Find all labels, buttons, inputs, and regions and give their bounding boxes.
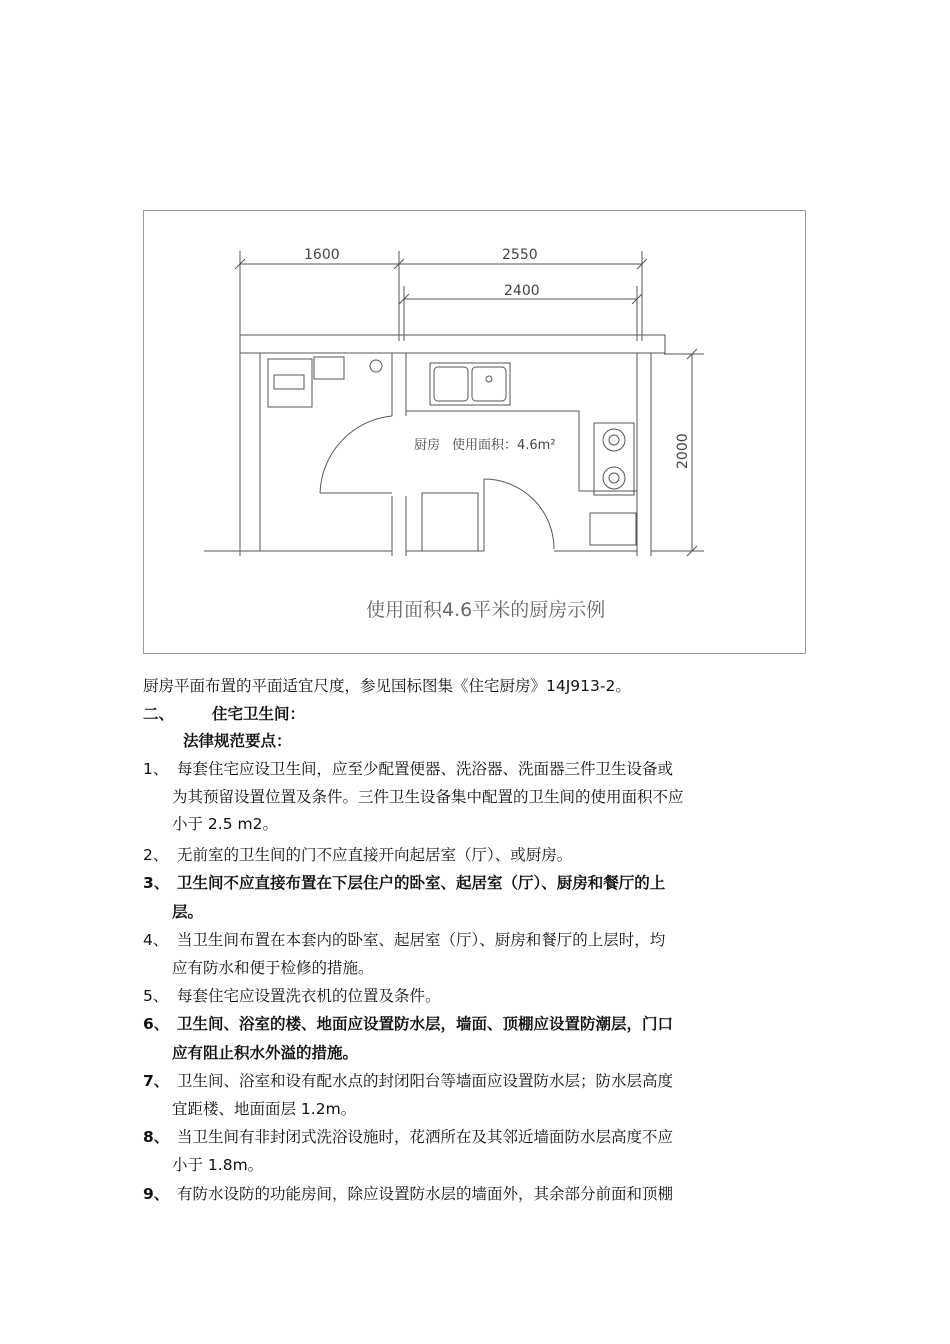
fridge [422, 493, 478, 551]
item-number: 7、 [143, 1072, 170, 1090]
item-line: 当卫生间有非封闭式洗浴设施时，花洒所在及其邻近墙面防水层高度不应 [177, 1128, 674, 1146]
item-number: 6、 [143, 1015, 170, 1033]
item-number: 3、 [143, 874, 170, 892]
top-wall [240, 335, 665, 353]
dim-2550: 2550 [502, 247, 538, 263]
door-swing [320, 416, 392, 493]
dim-1600: 1600 [304, 247, 340, 263]
oven [590, 513, 636, 545]
kitchen-floor-plan [144, 211, 807, 655]
section-number: 二、 [143, 705, 175, 723]
item-line: 应有防水和便于检修的措施。 [172, 959, 374, 977]
item-line: 应有阻止积水外溢的措施。 [172, 1044, 359, 1062]
kitchen-plan-figure [143, 210, 806, 654]
item-line: 为其预留设置位置及条件。三件卫生设备集中配置的卫生间的使用面积不应 [172, 788, 684, 806]
area-label: 使用面积：4.6m² [452, 438, 556, 453]
stove [594, 423, 634, 495]
washer [268, 359, 312, 407]
figure-caption: 使用面积4.6平米的厨房示例 [366, 599, 606, 621]
intro-paragraph: 厨房平面布置的平面适宜尺度，参见国标图集《住宅厨房》14J913-2。 [143, 677, 631, 695]
item-line: 有防水设防的功能房间，除应设置防水层的墙面外，其余部分前面和顶棚 [177, 1185, 674, 1203]
room-label: 厨房 [414, 438, 441, 453]
item-line: 当卫生间布置在本套内的卧室、起居室（厅）、厨房和餐厅的上层时，均 [177, 931, 666, 949]
item-line: 每套住宅应设置洗衣机的位置及条件。 [177, 987, 441, 1005]
sink [430, 363, 510, 405]
subheading: 法律规范要点： [183, 732, 292, 750]
dim-2000: 2000 [675, 433, 691, 469]
door-swing [484, 479, 554, 549]
item-number: 1、 [143, 760, 169, 778]
item-line: 卫生间不应直接布置在下层住户的卧室、起居室（厅）、厨房和餐厅的上 [177, 874, 666, 892]
item-number: 9、 [143, 1185, 170, 1203]
item-line: 小于 1.8m。 [172, 1156, 264, 1174]
item-number: 2、 [143, 846, 169, 864]
item-line: 层。 [172, 903, 204, 921]
dim-2400: 2400 [504, 283, 540, 299]
item-line: 宜距楼、地面面层 1.2m。 [172, 1100, 357, 1118]
item-line: 无前室的卫生间的门不应直接开向起居室（厅）、或厨房。 [177, 846, 573, 864]
item-line: 小于 2.5 m2。 [172, 815, 278, 833]
item-number: 5、 [143, 987, 169, 1005]
item-number: 4、 [143, 931, 169, 949]
item-line: 每套住宅应设卫生间，应至少配置便器、洗浴器、洗面器三件卫生设备或 [177, 760, 674, 778]
item-number: 8、 [143, 1128, 170, 1146]
item-line: 卫生间、浴室的楼、地面应设置防水层，墙面、顶棚应设置防潮层，门口 [177, 1015, 674, 1033]
section-title: 住宅卫生间： [212, 705, 306, 723]
item-line: 卫生间、浴室和设有配水点的封闭阳台等墙面应设置防水层；防水层高度 [177, 1072, 674, 1090]
